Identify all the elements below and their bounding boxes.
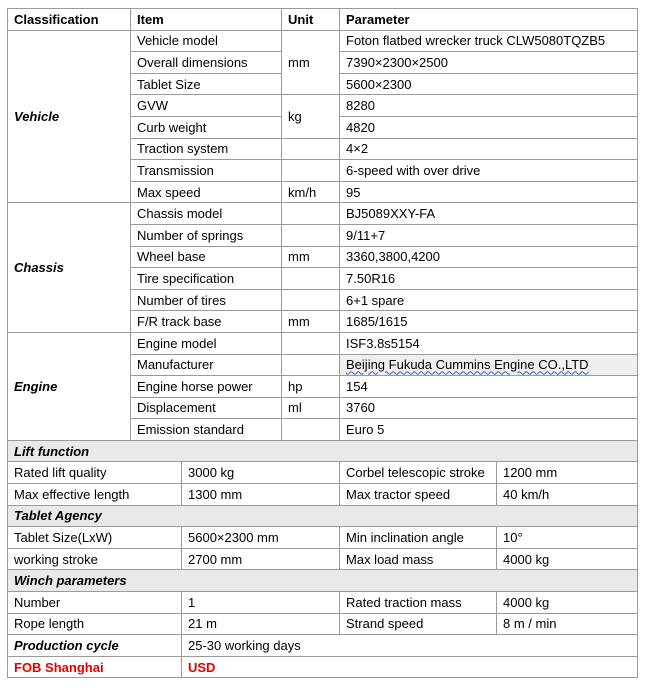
- tablet-row: [8, 548, 638, 570]
- unit-cell: [282, 224, 340, 246]
- param-cell: 6-speed with over drive: [340, 160, 638, 182]
- param-cell: 7.50R16: [340, 268, 638, 290]
- engine-row: [8, 332, 638, 354]
- param-cell: 3760: [340, 397, 638, 419]
- spec-value: 1: [182, 592, 340, 614]
- manufacturer-text: Beijing Fukuda Cummins Engine CO.,LTD: [346, 357, 589, 373]
- spec-value: 2700 mm: [182, 548, 340, 570]
- header-row: [8, 9, 638, 31]
- chassis-label: Chassis: [8, 203, 131, 333]
- tablet-size-label: Tablet Size(LxW): [14, 530, 113, 546]
- spec-table: [7, 8, 638, 678]
- tablet-row: [8, 527, 638, 549]
- spec-label: Corbel telescopic stroke: [340, 462, 497, 484]
- spec-value: 3000 kg: [182, 462, 340, 484]
- chassis-row: [8, 203, 638, 225]
- fob-row: [8, 656, 638, 678]
- production-row: [8, 635, 638, 657]
- item-cell: Number of tires: [131, 289, 282, 311]
- item-cell: Chassis model: [131, 203, 282, 225]
- unit-cell: [282, 160, 340, 182]
- spec-label: Max tractor speed: [340, 484, 497, 506]
- unit-cell: ml: [282, 397, 340, 419]
- unit-cell: [282, 138, 340, 160]
- param-cell: [340, 354, 638, 376]
- item-cell: Manufacturer: [131, 354, 282, 376]
- param-cell: Foton flatbed wrecker truck CLW5080TQZB5: [340, 30, 638, 52]
- spec-label: Min inclination angle: [340, 527, 497, 549]
- param-cell: 95: [340, 181, 638, 203]
- vehicle-row: [8, 30, 638, 52]
- spec-label: Rated traction mass: [340, 592, 497, 614]
- param-cell: 4820: [340, 116, 638, 138]
- param-cell: 4×2: [340, 138, 638, 160]
- item-cell: Emission standard: [131, 419, 282, 441]
- header-parameter: Parameter: [340, 9, 638, 31]
- spec-label: Max effective length: [8, 484, 182, 506]
- param-cell: 154: [340, 376, 638, 398]
- spec-value: 8 m / min: [497, 613, 638, 635]
- production-label: Production cycle: [8, 635, 182, 657]
- param-cell: Euro 5: [340, 419, 638, 441]
- param-cell: BJ5089XXY-FA: [340, 203, 638, 225]
- engine-label: Engine: [8, 332, 131, 440]
- spec-value: 4000 kg: [497, 548, 638, 570]
- item-cell: Vehicle model: [131, 30, 282, 52]
- item-cell: Curb weight: [131, 116, 282, 138]
- item-cell: Max speed: [131, 181, 282, 203]
- unit-cell: kg: [282, 95, 340, 138]
- production-value: 25-30 working days: [182, 635, 638, 657]
- spec-value: 21 m: [182, 613, 340, 635]
- header-unit: Unit: [282, 9, 340, 31]
- unit-cell: mm: [282, 246, 340, 268]
- item-cell: Wheel base: [131, 246, 282, 268]
- item-cell: Transmission: [131, 160, 282, 182]
- param-cell: 9/11+7: [340, 224, 638, 246]
- unit-cell: [282, 289, 340, 311]
- item-cell: Engine model: [131, 332, 282, 354]
- tablet-section-header: [8, 505, 638, 527]
- header-item: Item: [131, 9, 282, 31]
- spec-value: 1300 mm: [182, 484, 340, 506]
- lift-row: [8, 484, 638, 506]
- header-classification: Classification: [8, 9, 131, 31]
- item-cell: Overall dimensions: [131, 52, 282, 74]
- spec-label: Number: [8, 592, 182, 614]
- lift-section-header: [8, 440, 638, 462]
- spec-value: 5600×2300 mm: [182, 527, 340, 549]
- item-cell: Traction system: [131, 138, 282, 160]
- param-cell: ISF3.8s5154: [340, 332, 638, 354]
- unit-cell: [282, 354, 340, 376]
- lift-title: Lift function: [8, 440, 638, 462]
- spec-value: 10°: [497, 527, 638, 549]
- spec-label: Rated lift quality: [8, 462, 182, 484]
- param-cell: 8280: [340, 95, 638, 117]
- fob-value: USD: [182, 656, 638, 678]
- param-cell: 5600×2300: [340, 73, 638, 95]
- unit-cell: [282, 332, 340, 354]
- spec-label: Rope length: [8, 613, 182, 635]
- spec-label: [8, 527, 182, 549]
- spec-value: 4000 kg: [497, 592, 638, 614]
- unit-cell: hp: [282, 376, 340, 398]
- spec-value: 1200 mm: [497, 462, 638, 484]
- winch-row: [8, 592, 638, 614]
- fob-label: FOB Shanghai: [8, 656, 182, 678]
- unit-cell: km/h: [282, 181, 340, 203]
- param-cell: 7390×2300×2500: [340, 52, 638, 74]
- spec-label: working stroke: [8, 548, 182, 570]
- item-cell: Number of springs: [131, 224, 282, 246]
- unit-cell: [282, 268, 340, 290]
- item-cell: GVW: [131, 95, 282, 117]
- param-cell: 3360,3800,4200: [340, 246, 638, 268]
- spec-label: Max load mass: [340, 548, 497, 570]
- unit-cell: [282, 203, 340, 225]
- unit-cell: [282, 419, 340, 441]
- winch-row: [8, 613, 638, 635]
- lift-row: [8, 462, 638, 484]
- param-cell: 1685/1615: [340, 311, 638, 333]
- winch-title: Winch parameters: [8, 570, 638, 592]
- spec-label: Strand speed: [340, 613, 497, 635]
- unit-cell: mm: [282, 311, 340, 333]
- winch-section-header: [8, 570, 638, 592]
- spec-value: 40 km/h: [497, 484, 638, 506]
- vehicle-label: Vehicle: [8, 30, 131, 203]
- tablet-title: Tablet Agency: [8, 505, 638, 527]
- param-cell: 6+1 spare: [340, 289, 638, 311]
- item-cell: Tire specification: [131, 268, 282, 290]
- item-cell: Engine horse power: [131, 376, 282, 398]
- item-cell: Displacement: [131, 397, 282, 419]
- item-cell: F/R track base: [131, 311, 282, 333]
- item-cell: Tablet Size: [131, 73, 282, 95]
- unit-cell: mm: [282, 30, 340, 95]
